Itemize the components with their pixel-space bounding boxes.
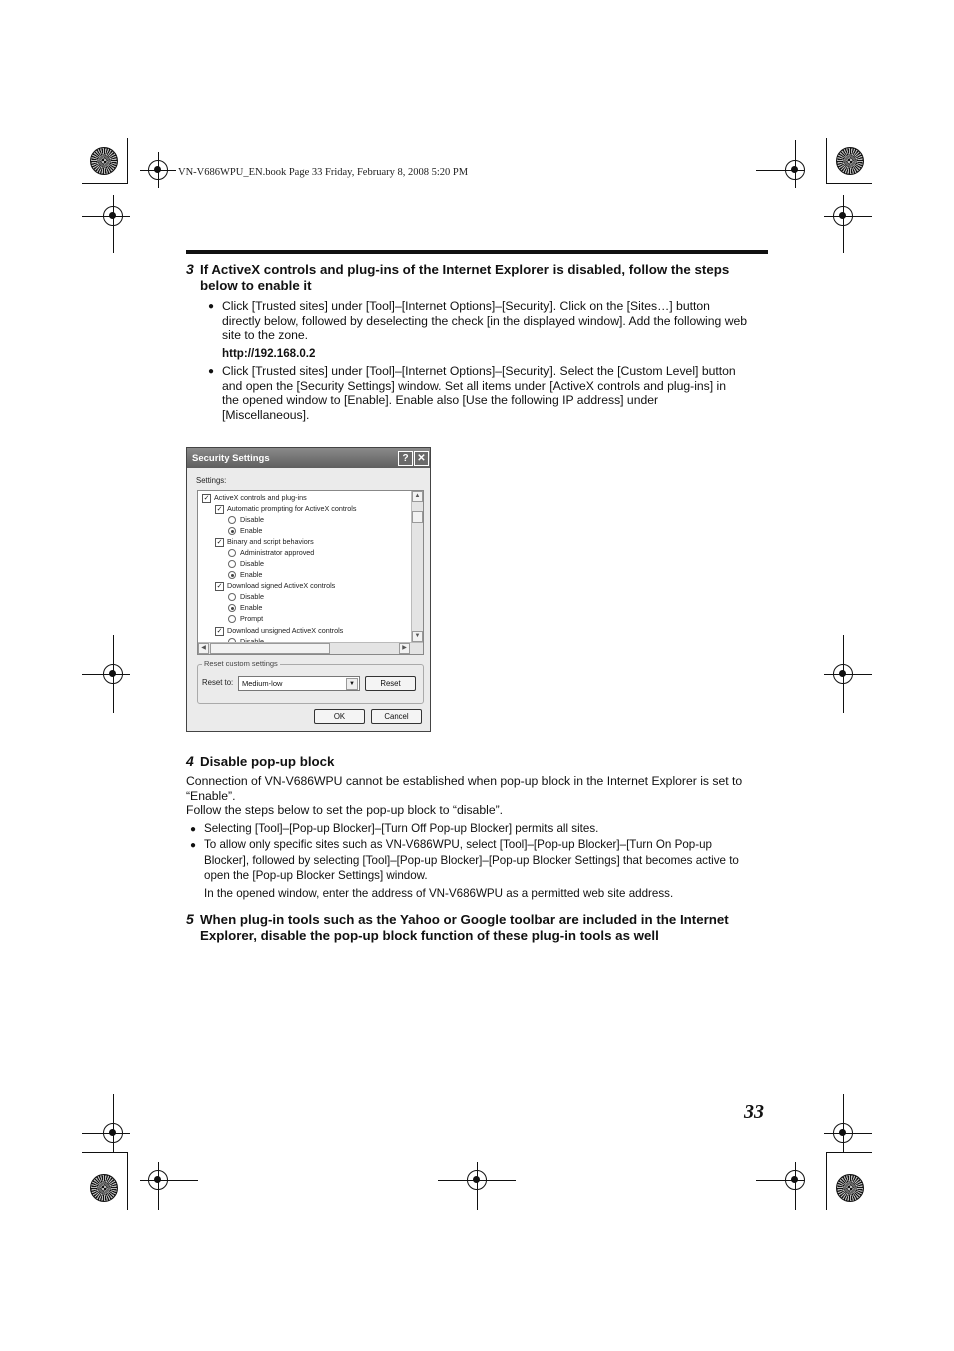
checkbox-icon: ✓ (216, 583, 223, 590)
radio-button[interactable] (228, 516, 236, 524)
checkbox-icon: ✓ (203, 495, 210, 502)
step-3-number: 3 (186, 261, 194, 277)
starburst-mark-icon (836, 147, 864, 175)
scroll-thumb[interactable] (210, 643, 330, 654)
step-4-bullet-1: Selecting [Tool]–[Pop-up Blocker]–[Turn Off Pop-up Blocker] permits all sites. (204, 822, 599, 835)
step-4-paragraph: Connection of VN-V686WPU cannot be established when pop-up block in the Internet Explorer is set to “Enable”. Follow the steps below to set the pop-up block to “disable”. (186, 774, 743, 818)
step-4-bullet-2-note: In the opened window, enter the address of VN-V686WPU as a permitted web site address. (204, 887, 674, 900)
step-5-number: 5 (186, 911, 194, 927)
scroll-down-icon[interactable]: ▼ (412, 631, 423, 642)
step-3-bullet-1: Click [Trusted sites] under [Tool]–[Internet Options]–[Security]. Click on the [Sites…] button directly below, followed by deselecting the check [in the displayed window]. Add the following web site to the zone. (222, 299, 748, 343)
starburst-mark-icon (836, 1174, 864, 1202)
radio-button[interactable] (228, 593, 236, 601)
bullet-icon: ● (208, 301, 215, 312)
reset-to-select[interactable]: Medium-low ▼ (238, 676, 360, 691)
radio-button[interactable] (228, 527, 236, 535)
reset-custom-settings-group: Reset custom settings Reset to: Medium-low ▼ Reset (197, 664, 424, 704)
checkbox-icon: ✓ (216, 506, 223, 513)
settings-tree[interactable]: ✓ ActiveX controls and plug-ins ✓ Automatic prompting for ActiveX controls Disable Enable ✓ Binary and script behaviors Administrator approved Disable Enable ✓ Download signed ActiveX controls Disable Enable Prompt ✓ Download unsigned ActiveX controls ▲ ▼ ◀ ▶ (197, 490, 424, 655)
starburst-mark-icon (90, 1174, 118, 1202)
settings-label: Settings: (196, 476, 227, 485)
chevron-down-icon[interactable]: ▼ (346, 678, 358, 690)
reset-button[interactable]: Reset (365, 676, 416, 691)
scroll-left-icon[interactable]: ◀ (198, 643, 209, 654)
step-4-title: Disable pop-up block (200, 754, 335, 769)
scroll-right-icon[interactable]: ▶ (399, 643, 410, 654)
radio-button[interactable] (228, 604, 236, 612)
help-icon[interactable]: ? (398, 451, 413, 466)
checkbox-icon: ✓ (216, 539, 223, 546)
step-3-bullet-2: Click [Trusted sites] under [Tool]–[Internet Options]–[Security]. Select the [Custom Level] button and open the [Security Settings] window. Set all items under [ActiveX controls and plug-ins] in the opened window to [Enable]. Enable also [Use the following IP address] under [Miscellaneous]. (222, 364, 736, 422)
trusted-site-url: http://192.168.0.2 (222, 347, 316, 360)
bullet-icon: ● (190, 840, 197, 851)
ok-button[interactable]: OK (314, 709, 365, 724)
security-settings-dialog (186, 447, 431, 732)
radio-button[interactable] (228, 549, 236, 557)
book-header: VN-V686WPU_EN.book Page 33 Friday, February 8, 2008 5:20 PM (178, 167, 469, 178)
step-5-title: When plug-in tools such as the Yahoo or Google toolbar are included in the Internet Explorer, disable the pop-up block function of these plug-in tools as well (200, 912, 729, 943)
bullet-icon: ● (190, 824, 197, 835)
bullet-icon: ● (208, 366, 215, 377)
radio-button[interactable] (228, 571, 236, 579)
dialog-title: Security Settings (192, 453, 270, 464)
radio-button[interactable] (228, 560, 236, 568)
scroll-thumb[interactable] (412, 511, 423, 523)
scroll-up-icon[interactable]: ▲ (412, 491, 423, 502)
vertical-scrollbar[interactable] (411, 491, 423, 642)
checkbox-icon: ✓ (216, 628, 223, 635)
dialog-title-bar (187, 448, 430, 468)
section-rule (186, 250, 768, 254)
starburst-mark-icon (90, 147, 118, 175)
step-4-number: 4 (186, 753, 194, 769)
reset-to-label: Reset to: (202, 678, 234, 687)
cancel-button[interactable]: Cancel (371, 709, 422, 724)
close-icon[interactable]: ✕ (414, 451, 429, 466)
step-3-title: If ActiveX controls and plug-ins of the Internet Explorer is disabled, follow the steps below to enable it (200, 262, 730, 293)
horizontal-scrollbar[interactable] (198, 642, 423, 654)
page-number: 33 (744, 1101, 764, 1123)
radio-button[interactable] (228, 615, 236, 623)
step-4-bullet-2: To allow only specific sites such as VN-V686WPU, select [Tool]–[Pop-up Blocker]–[Turn On Pop-up Blocker], followed by selecting [Tool]–[Pop-up Blocker]–[Pop-up Blocker Settings] that becomes active to open the [Pop-up Blocker Settings] window. (204, 838, 739, 882)
